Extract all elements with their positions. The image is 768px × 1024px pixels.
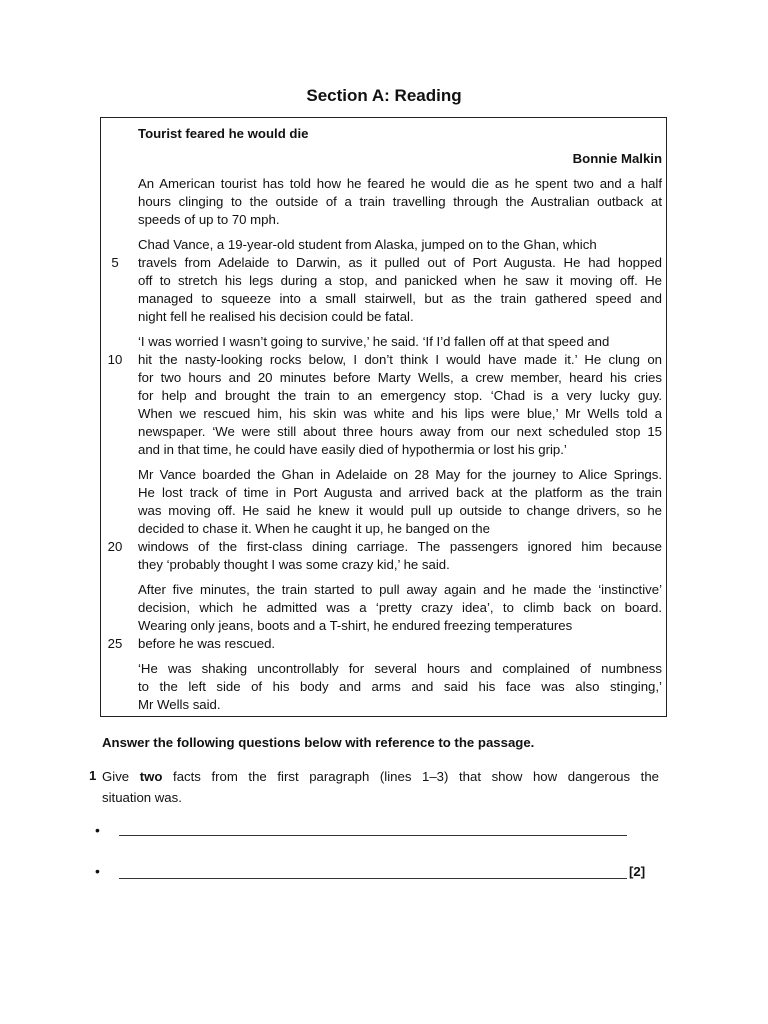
answer-line-1[interactable] (119, 835, 627, 836)
passage-line: managed to squeeze into a small stairwell, but as the train gathered speed and (138, 291, 662, 306)
line-number: 10 (107, 352, 123, 367)
question-text-line-2: situation was. (102, 790, 182, 805)
passage-line: After five minutes, the train started to pull away again and he made the ‘instinctive’ (138, 582, 662, 597)
passage-line: He lost track of time in Port Augusta and arrived back at the platform as the train (138, 485, 662, 500)
instruction: Answer the following questions below with reference to the passage. (102, 735, 535, 750)
passage-line: Wearing only jeans, boots and a T-shirt, he endured freezing temperatures (138, 618, 573, 633)
section-title: Section A: Reading (306, 86, 462, 105)
passage-line: was moving off. He said he knew it would pull up outside to change drivers, so he (138, 503, 662, 518)
answer-bullet-1: • (95, 822, 100, 838)
passage-line: travels from Adelaide to Darwin, as it pulled out of Port Augusta. He had hopped (138, 255, 662, 270)
marks-label: [2] (629, 864, 646, 879)
passage-line: decided to chase it. When he caught it up, he banged on the (138, 521, 490, 536)
passage-line: for help and brought the train to an emergency stop. ‘Chad is a very lucky guy. (138, 388, 662, 403)
passage-line: to the left side of his body and arms and said his face was also stinging,’ (138, 679, 662, 694)
passage-line: before he was rescued. (138, 636, 276, 651)
answer-bullet-2: • (95, 863, 100, 879)
passage-line: speeds of up to 70 mph. (138, 212, 280, 227)
question-emphasis: two (139, 769, 163, 784)
answer-line-2[interactable] (119, 878, 627, 879)
passage-headline: Tourist feared he would die (138, 126, 309, 141)
passage-line: Mr Wells said. (138, 697, 221, 712)
passage-line: ‘He was shaking uncontrollably for several hours and complained of numbness (138, 661, 662, 676)
passage-box (100, 117, 667, 717)
passage-line: hit the nasty-looking rocks below, I don’t think I would have made it.’ He clung on (138, 352, 662, 367)
question-text-post: facts from the first paragraph (lines 1–3) that show how dangerous the (162, 769, 660, 784)
passage-line: Mr Vance boarded the Ghan in Adelaide on 28 May for the journey to Alice Springs. (138, 467, 662, 482)
passage-line: they ‘probably thought I was some crazy kid,’ he said. (138, 557, 450, 572)
passage-line: hours clinging to the outside of a train travelling through the Australian outback at (138, 194, 662, 209)
question-number: 1 (89, 768, 97, 783)
passage-line: When we rescued him, his skin was white and his lips were blue,’ Mr Wells told a (138, 406, 662, 421)
passage-author: Bonnie Malkin (572, 151, 662, 166)
passage-line: Chad Vance, a 19-year-old student from Alaska, jumped on to the Ghan, which (138, 237, 597, 252)
passage-line: decision, which he admitted was a ‘pretty crazy idea’, to climb back on board. (138, 600, 662, 615)
passage-line: newspaper. ‘We were still about three hours away from our next scheduled stop 15 (138, 424, 662, 439)
passage-line: ‘I was worried I wasn’t going to survive,’ he said. ‘If I’d fallen off at that speed and (138, 334, 610, 349)
passage-line: windows of the first-class dining carriage. The passengers ignored him because (138, 539, 662, 554)
question-text-line-1 (102, 767, 659, 787)
passage-line: for two hours and 20 minutes before Marty Wells, a crew member, heard his cries (138, 370, 662, 385)
line-number: 5 (111, 255, 119, 270)
passage-line: An American tourist has told how he feared he would die as he spent two and a half (138, 176, 662, 191)
passage-line: and in that time, he could have easily died of hypothermia or lost his grip.’ (138, 442, 567, 457)
line-number: 20 (107, 539, 123, 554)
passage-line: off to stretch his legs during a stop, and panicked when he saw it moving off. He (138, 273, 662, 288)
question-text-pre: Give (102, 769, 140, 784)
passage-line: night fell he realised his decision could be fatal. (138, 309, 414, 324)
line-number: 25 (107, 636, 123, 651)
